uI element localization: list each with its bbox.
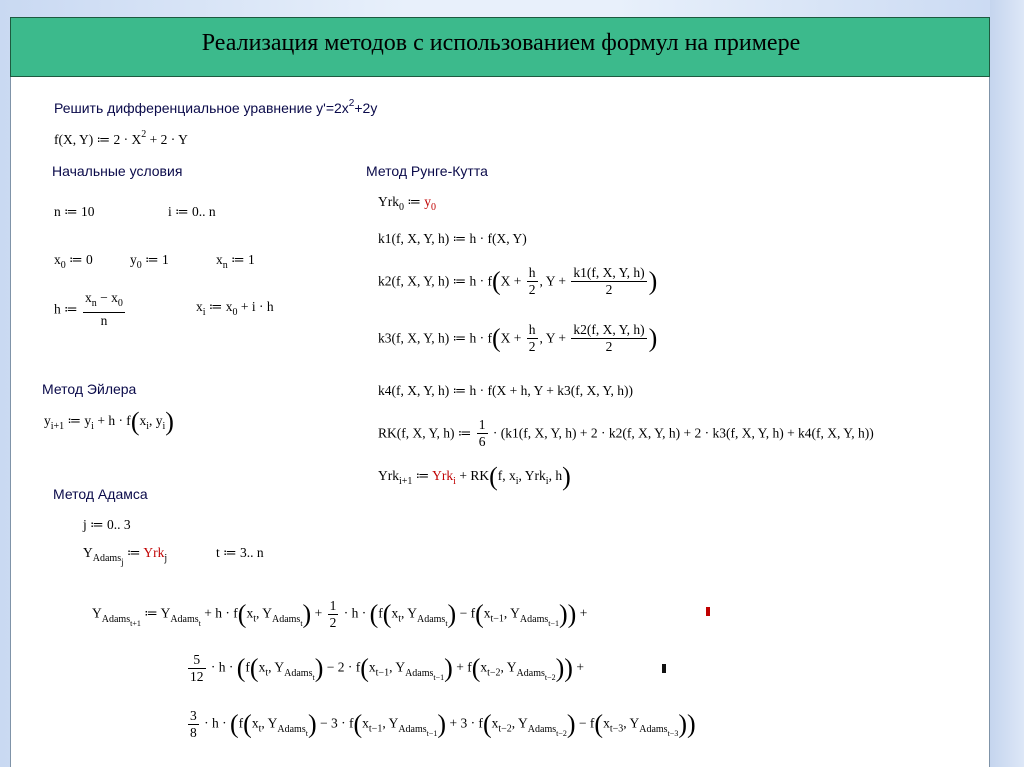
t-range: t ≔ 3.. n (216, 545, 264, 560)
k1-def: k1(f, X, Y, h) ≔ h · f(X, Y) (378, 231, 527, 246)
title-bar (10, 17, 990, 77)
init-heading: Начальные условия (52, 163, 183, 179)
adams-line-3: $\frac{3}{8}$ · $h \cdot (f(x_t$, $Y_{Adams_t}) - 3 \cdot f(x_{t-1}$, $Y_{Adams_{t-1}}) + 3 \cdot f(x_{t-2}$, $Y_{Adams_{t-2}}) - f(x_{t-3}$, $Y_{Adams_{t-3}}$)) (190, 708, 696, 740)
adams-heading: Метод Адамса (53, 486, 148, 502)
j-range: j ≔ 0.. 3 (83, 517, 131, 532)
black-marker (662, 664, 666, 673)
i-range: i ≔ 0.. n (168, 204, 216, 219)
n-assign: n ≔ 10 (54, 204, 95, 219)
rk-def: RK(f, X, Y, h) ≔ $\frac{1}{6}$ · (k1(f, X, Y, h) + 2 · k2(f, X, Y, h) + 2 · k3(f, X, Y, h) + k4(f, X, Y, h)) (378, 417, 874, 449)
side-strip (990, 0, 1024, 767)
euler-heading: Метод Эйлера (42, 381, 137, 397)
adams-line-1: $Y_{Adams_{t+1}}$ ≔ $Y_{Adams_t} + h \cdot f(x_t$, $Y_{Adams_t}$) + $\frac{1}{2}$ · $h \cdot (f(x_t$, $Y_{Adams_t}) - f(x_{t-1}$, $Y_{Adams_{t-1}}$)) + (92, 598, 588, 630)
task-statement: Решить дифференциальное уравнение $y'=2x^2+2y$ (54, 98, 378, 116)
rk-init: Yrk$_0$ ≔ $y_0$ (378, 194, 436, 213)
f-definition: f(X, Y) ≔ $2 \cdot X^2 + 2 \cdot Y$ (54, 129, 188, 147)
rk-heading: Метод Рунге-Кутта (366, 163, 488, 179)
xi-definition: $x_i$ ≔ $x_0 + i \cdot h$ (196, 299, 274, 318)
rk-step: Yrk$_{i+1}$ ≔ Yrk$_i$ + RK(f, $x_i$, Yrk$_i$, h) (378, 461, 571, 491)
k2-def: k2(f, X, Y, h) ≔ h · f(X + $\frac{h}{2}$ , Y + $\frac{k1(f, X, Y, h)}{2}$ ) (378, 265, 658, 297)
adams-init: $Y_{Adamsj}$ ≔ Yrk$_j$ (83, 545, 168, 567)
slide-title: Реализация методов с использованием формул на примере (201, 30, 801, 56)
y0-assign: $y_0$ ≔ 1 (130, 252, 169, 271)
euler-formula: $y_{i+1}$ ≔ $y_i + h \cdot f(x_i$, $y_i$) (44, 406, 174, 436)
red-marker (706, 607, 710, 616)
xn-assign: $x_n$ ≔ 1 (216, 252, 255, 271)
adams-line-2: $\frac{5}{12}$ · $h \cdot (f(x_t$, $Y_{Adams_t}) - 2 \cdot f(x_{t-1}$, $Y_{Adams_{t-1}}) + f(x_{t-2}$, $Y_{Adams_{t-2}}$)) + (190, 652, 584, 684)
x0-assign: $x_0$ ≔ 0 (54, 252, 93, 271)
h-definition: h ≔ $\frac{x_n - x_0}{n}$ (54, 290, 123, 328)
k3-def: k3(f, X, Y, h) ≔ h · f(X + $\frac{h}{2}$ , Y + $\frac{k2(f, X, Y, h)}{2}$ ) (378, 322, 658, 354)
k4-def: k4(f, X, Y, h) ≔ h · f(X + h, Y + k3(f, X, Y, h)) (378, 383, 633, 398)
